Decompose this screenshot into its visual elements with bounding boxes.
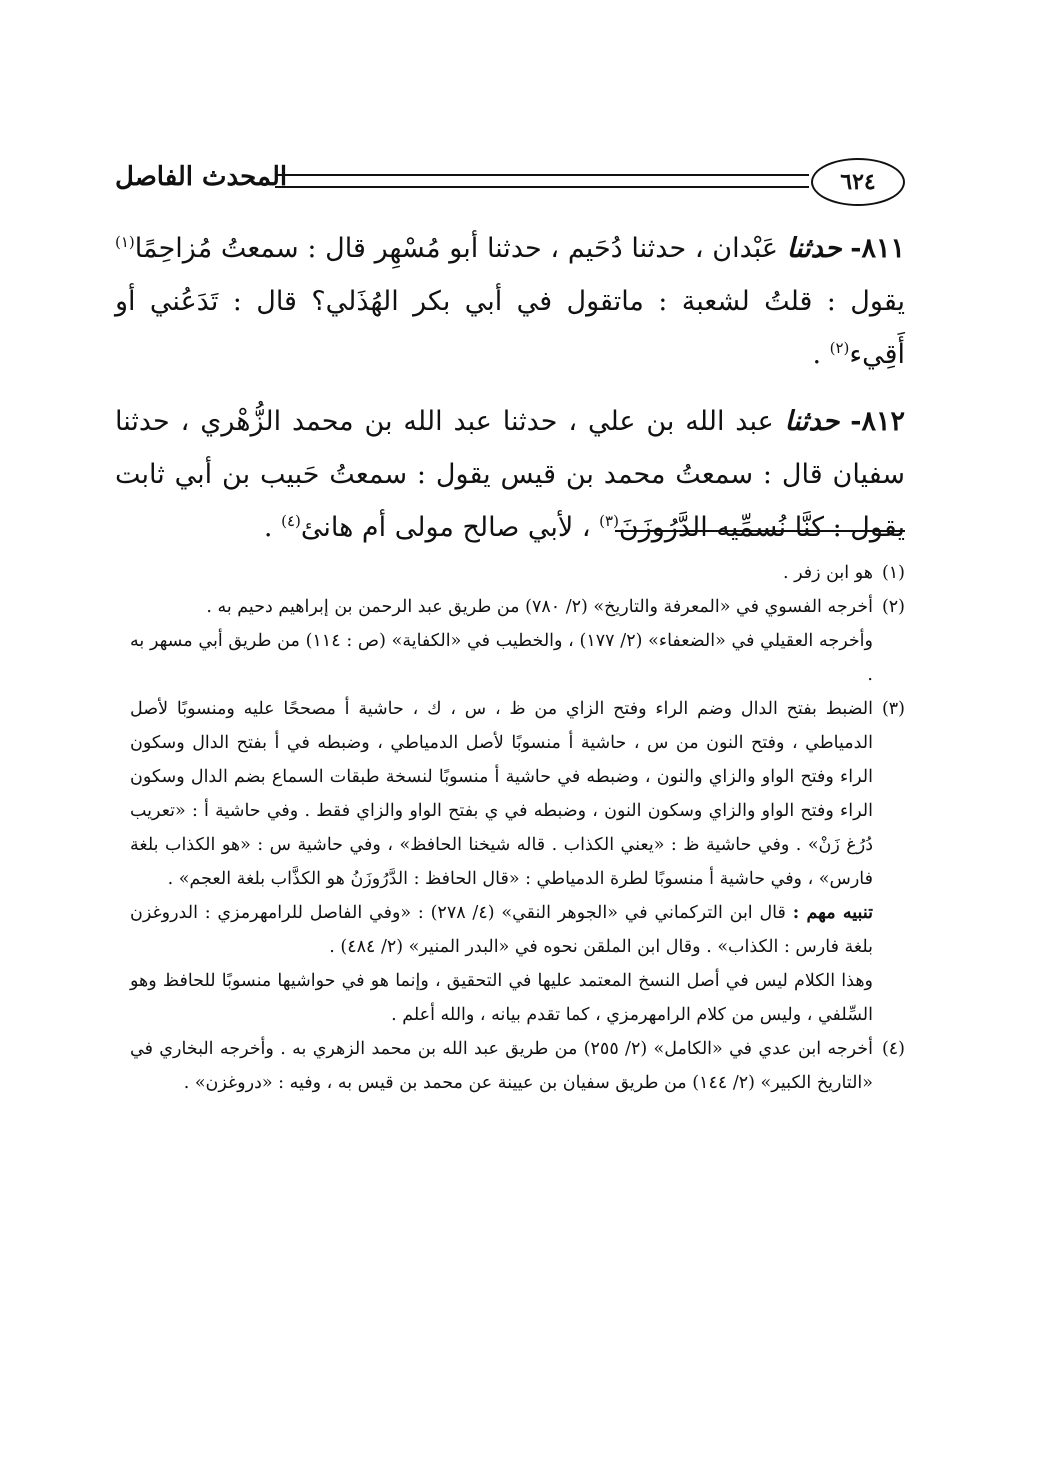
hadith-text: ، لأبي صالح مولى أم هانئ bbox=[300, 512, 600, 543]
footnote-2-continued bbox=[130, 624, 905, 692]
header-rule bbox=[275, 174, 809, 188]
footnote-text: قال ابن التركماني في «الجوهر النقي» (٤/ ٢٧٨) : «وفي الفاصل للرامهرمزي : الدروغزن بلغة فارس : الكذاب» . وقال ابن الملقن نحوه في «البدر المنير» (٢/ ٤٨٤) . bbox=[130, 903, 873, 957]
footnote-ref: (٢) bbox=[829, 339, 850, 357]
footnote-separator bbox=[615, 530, 905, 532]
hadith-811 bbox=[115, 222, 905, 381]
footnote-3-continued bbox=[130, 964, 905, 1032]
footnote-2 bbox=[130, 590, 905, 624]
footnote-text: أخرجه ابن عدي في «الكامل» (٢/ ٢٥٥) من طريق عبد الله بن محمد الزهري به . وأخرجه البخاري في «التاريخ الكبير» (٢/ ١٤٤) من طريق سفيان بن عيينة عن محمد بن قيس به ، وفيه : «دروغزن» . bbox=[130, 1039, 873, 1093]
footnote-number: (١) bbox=[881, 563, 905, 583]
book-title: المحدث الفاصل bbox=[115, 162, 288, 192]
hadith-number: ٨١١- bbox=[850, 233, 905, 264]
footnote-3-note bbox=[130, 896, 905, 964]
footnote-text: أخرجه الفسوي في «المعرفة والتاريخ» (٢/ ٧٨٠) من طريق عبد الرحمن بن إبراهيم دحيم به . bbox=[206, 597, 873, 617]
haddathana-word: حدثنا bbox=[784, 406, 840, 437]
footnote-number: (٢) bbox=[881, 597, 905, 617]
footnotes bbox=[130, 556, 905, 1100]
main-text bbox=[115, 222, 905, 568]
hadith-number: ٨١٢- bbox=[850, 406, 905, 437]
footnote-text: وهذا الكلام ليس في أصل النسخ المعتمد عليها في التحقيق ، وإنما هو في حواشيها منسوبًا للحافظ وهو السِّلفي ، وليس من كلام الرامهرمزي ، كما تقدم بيانه ، والله أعلم . bbox=[130, 971, 873, 1025]
page-number: ٦٢٤ bbox=[811, 158, 905, 206]
footnote-number: (٤) bbox=[881, 1039, 905, 1059]
footnote-text: وأخرجه العقيلي في «الضعفاء» (٢/ ١٧٧) ، والخطيب في «الكفاية» (ص : ١١٤) من طريق أبي مسهر به . bbox=[130, 631, 873, 685]
footnote-ref: (١) bbox=[115, 233, 135, 251]
footnote-3 bbox=[130, 692, 905, 896]
hadith-text: عَبْدان ، حدثنا دُحَيم ، حدثنا أبو مُسْهِر قال : سمعتُ مُزاحِمًا bbox=[134, 233, 779, 264]
hadith-text-end: . bbox=[263, 512, 282, 543]
footnote-4 bbox=[130, 1032, 905, 1100]
footnote-text: الضبط بفتح الدال وضم الراء وفتح الزاي من ظ ، س ، ك ، حاشية أ مصححًا عليه ومنسوبًا لأصل الدمياطي ، وفتح النون من س ، حاشية أ منسوبًا لأصل الدمياطي ، وضبطه في أ بفتح الدال وسكون الراء وفتح الواو والزاي والنون ، وضبطه في حاشية أ منسوبًا لنسخة طبقات السماع بضم الدال وسكون الراء وفتح الواو والزاي وسكون النون ، وضبطه في ي بفتح الواو والزاي فقط . وفي حاشية أ : «تعريب دُرُغ زَنْ» . وفي حاشية ظ : «يعني الكذاب . قاله شيخنا الحافظ» ، وفي حاشية س : «هو الكذاب بلغة فارس» ، وفي حاشية أ منسوبًا لطرة الدمياطي : «قال الحافظ : الدَّرُوزَنُ هو الكذَّاب بلغة العجم» . bbox=[130, 699, 873, 889]
footnote-text: هو ابن زفر . bbox=[782, 563, 873, 583]
footnote-number: (٣) bbox=[881, 699, 905, 719]
footnote-1 bbox=[130, 556, 905, 590]
footnote-ref: (٤) bbox=[281, 512, 301, 530]
hadith-text-end: . bbox=[812, 339, 830, 370]
hadith-text: عبد الله بن علي ، حدثنا عبد الله بن محمد الزُّهْري ، حدثنا سفيان قال : سمعتُ محمد بن قيس يقول : سمعتُ حَبيب بن أبي ثابت يقول : كنَّا نُسمِّيه الدَّرُوزَنَ bbox=[115, 406, 905, 543]
haddathana-word: حدثنا bbox=[786, 233, 842, 264]
page-header bbox=[115, 150, 905, 210]
note-heading: تنبيه مهم : bbox=[792, 903, 873, 923]
footnote-ref: (٣) bbox=[599, 512, 619, 530]
hadith-text: يقول : قلتُ لشعبة : ماتقول في أبي بكر الهُذَلي؟ قال : تَدَعُني أو أَقِيء bbox=[115, 286, 905, 370]
